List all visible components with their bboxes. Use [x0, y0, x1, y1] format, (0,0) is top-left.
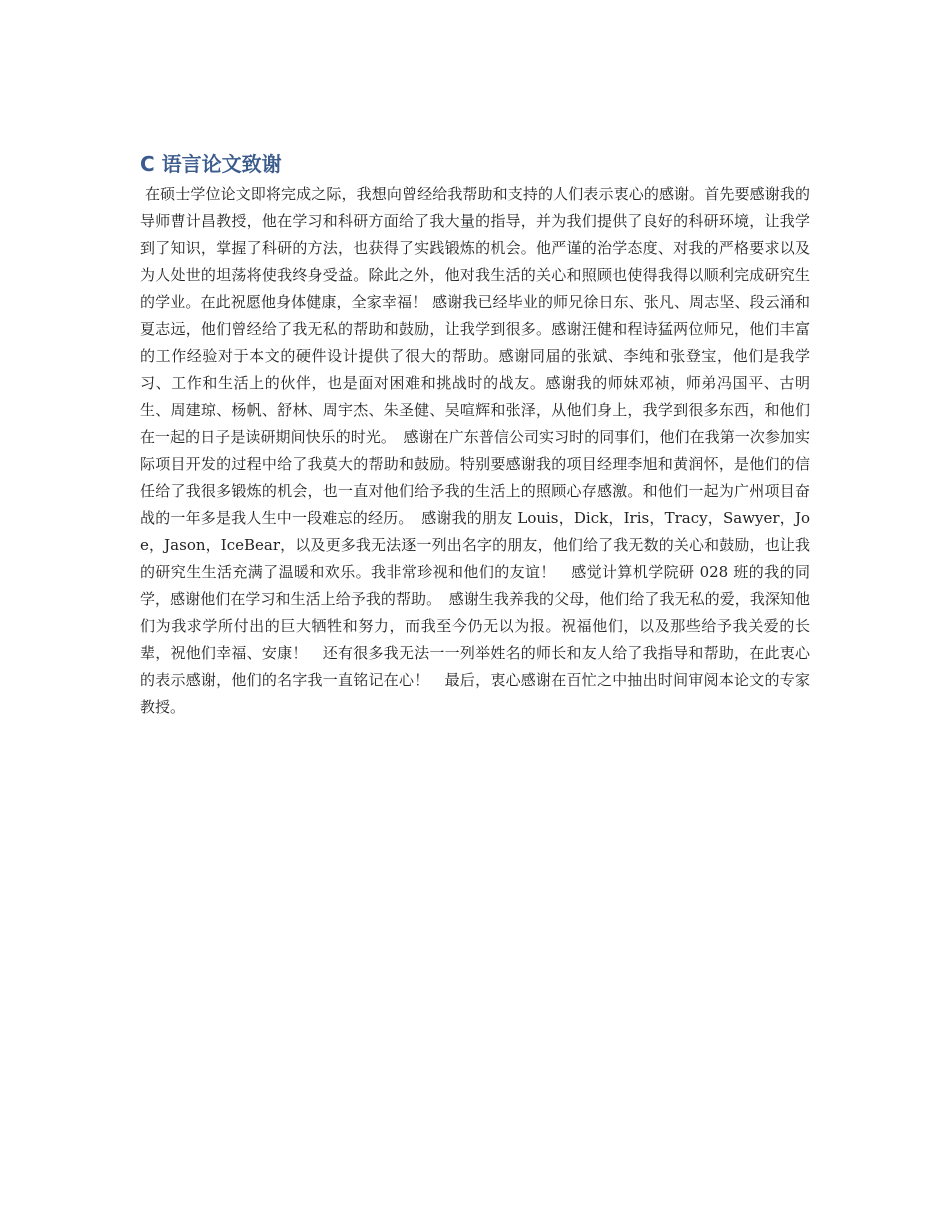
acknowledgement-body: 在硕士学位论文即将完成之际，我想向曾经给我帮助和支持的人们表示衷心的感谢。首先要感谢我的导师曹计昌教授，他在学习和科研方面给了我大量的指导，并为我们提供了良好的科研环境，让我学到了知识，掌握了科研的方法，也获得了实践锻炼的机会。他严谨的治学态度、对我的严格要求以及为人处世的坦荡将使我终身受益。除此之外，他对我生活的关心和照顾也使得我得以顺利完成研究生的学业。在此祝愿他身体健康，全家幸福！ 感谢我已经毕业的师兄徐日东、张凡、周志坚、段云涌和夏志远，他们曾经给了我无私的帮助和鼓励，让我学到很多。感谢汪健和程诗猛两位师兄，他们丰富的工作经验对于本文的硬件设计提供了很大的帮助。感谢同届的张斌、李纯和张登宝，他们是我学习、工作和生活上的伙伴，也是面对困难和挑战时的战友。感谢我的师妹邓祯，师弟冯国平、古明生、周建琼、杨帆、舒林、周宇杰、朱圣健、吴喧辉和张泽，从他们身上，我学到很多东西，和他们在一起的日子是读研期间快乐的时光。 感谢在广东普信公司实习时的同事们，他们在我第一次参加实际项目开发的过程中给了我莫大的帮助和鼓励。特别要感谢我的项目经理李旭和黄润怀，是他们的信任给了我很多锻炼的机会，也一直对他们给予我的生活上的照顾心存感激。和他们一起为广州项目奋战的一年多是我人生中一段难忘的经历。 感谢我的朋友 Louis，Dick，Iris，Tracy，Sawyer，Joe，Jason，IceBear，以及更多我无法逐一列出名字的朋友，他们给了我无数的关心和鼓励，也让我的研究生生活充满了温暖和欢乐。我非常珍视和他们的友谊！ 感觉计算机学院研 028 班的我的同学，感谢他们在学习和生活上给予我的帮助。 感谢生我养我的父母，他们给了我无私的爱，我深知他们为我求学所付出的巨大牺牲和努力，而我至今仍无以为报。祝福他们，以及那些给予我关爱的长辈，祝他们幸福、安康！ 还有很多我无法一一列举姓名的师长和友人给了我指导和帮助，在此衷心的表示感谢，他们的名字我一直铭记在心！ 最后，衷心感谢在百忙之中抽出时间审阅本论文的专家教授。	[140, 185, 810, 716]
document-title: C 语言论文致谢	[140, 152, 282, 176]
